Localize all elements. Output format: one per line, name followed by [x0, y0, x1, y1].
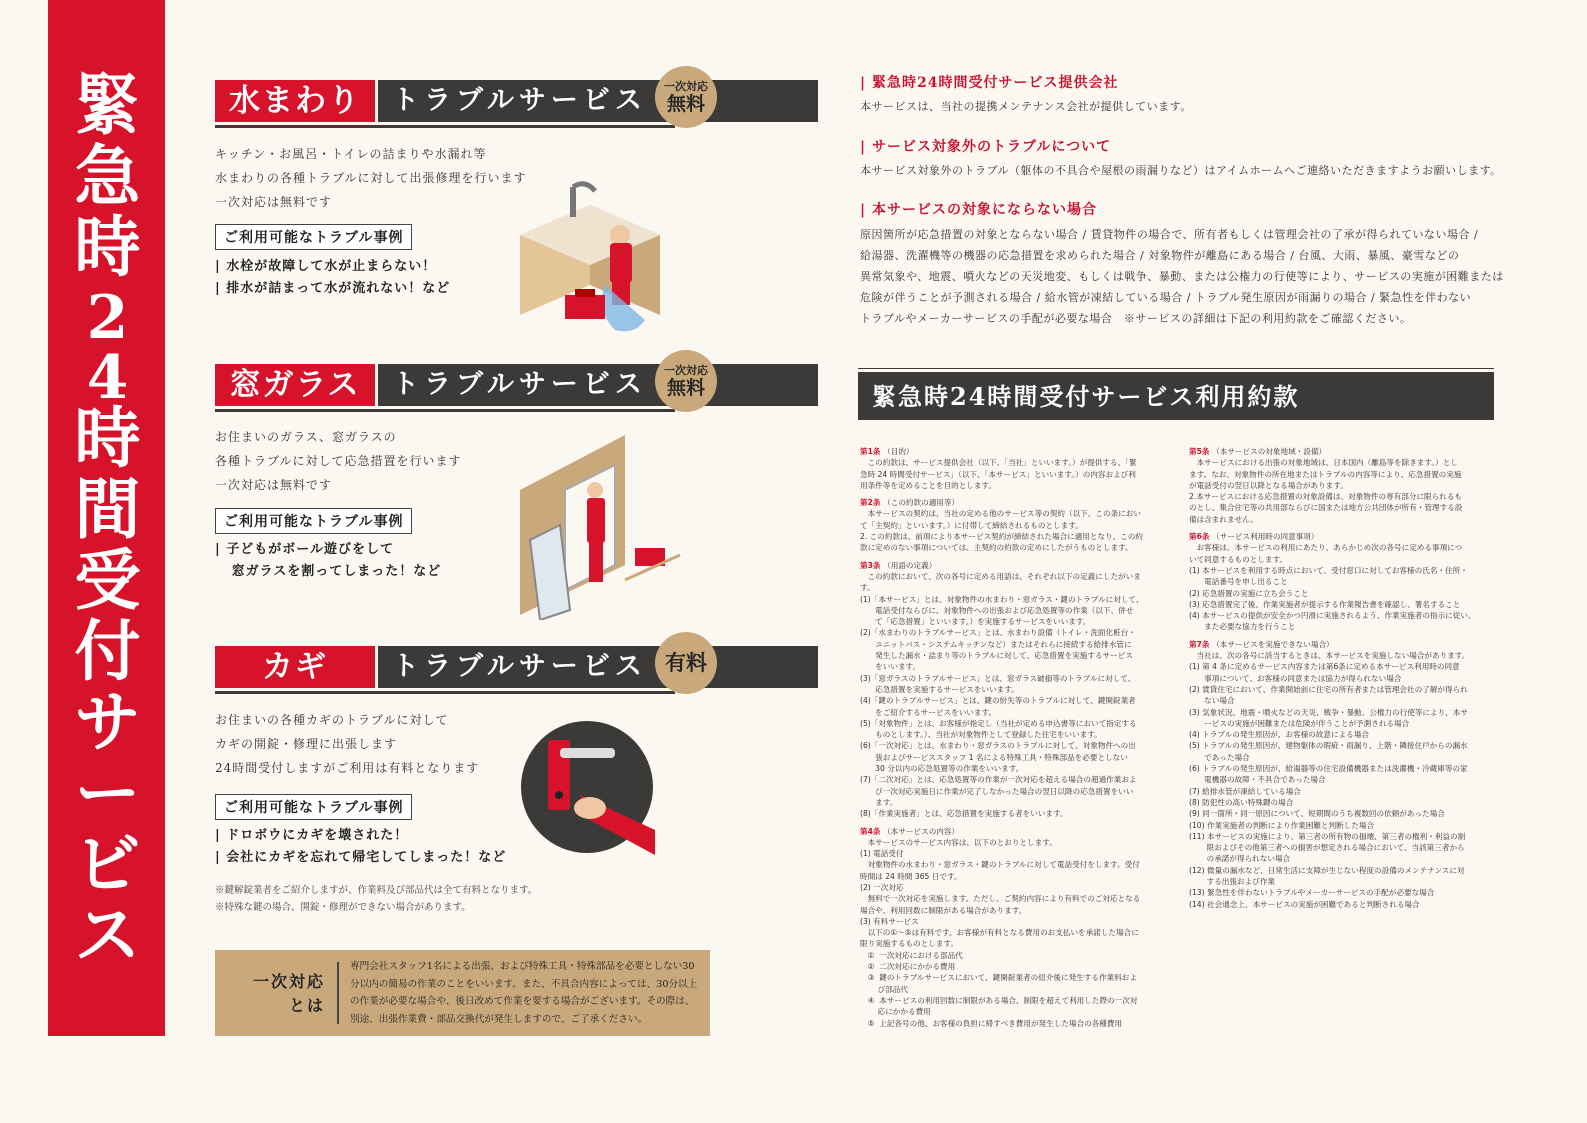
- window-case-list: | 子どもがボール遊びをして 窓ガラスを割ってしまった！など: [215, 542, 442, 579]
- banner-char: ス: [74, 896, 139, 974]
- article-title: （本サービスの対象地域・設備）: [1212, 447, 1327, 456]
- banner-char: 時: [74, 208, 139, 286]
- terms-line: 備は含まれません。: [1189, 514, 1258, 524]
- water-case-list: | 水栓が故障して水が止まらない！ | 排水が詰まって水が流れない！など: [215, 259, 451, 296]
- article-number: 第6条: [1189, 532, 1210, 542]
- terms-line: また必要な協力を行うこと: [1189, 622, 1296, 632]
- terms-title: 緊急時24時間受付サービス利用約款: [872, 382, 1300, 411]
- case-examples-label: ご利用可能なトラブル事例: [215, 508, 412, 534]
- terms-title-bar: [858, 372, 1494, 420]
- plumber-illustration: [515, 175, 665, 335]
- first-response-title: 一次対応 とは: [252, 972, 325, 1015]
- free-badge: 一次対応 無料: [655, 66, 717, 128]
- free-badge: 一次対応 無料: [655, 350, 717, 412]
- terms-line: (7) 給排水管が凍結している場合: [1189, 786, 1301, 796]
- terms-article-heading: [1189, 639, 1494, 650]
- banner-char: ー: [74, 754, 139, 832]
- terms-line: (2) 応急措置の実施に立ち会うこと: [1189, 588, 1309, 598]
- window-service-description: お住まいのガラス、窓ガラスの 各種トラブルに対して応急措置を行います 一次対応は無料です: [215, 430, 462, 492]
- terms-line: 発生した漏水・詰まり等のトラブルに対して、応急措置を実施するサービス: [860, 651, 1133, 661]
- banner-char: 時: [74, 399, 139, 477]
- case-examples-label: ご利用可能なトラブル事例: [215, 224, 412, 250]
- terms-line: (2)「水まわりのトラブルサービス」とは、水まわり設備（トイレ・洗面化粧台・: [860, 628, 1136, 638]
- terms-line: のとし、集合住宅等の共用部ならびに国または地方公共団体が所有・管理する設: [1189, 503, 1463, 513]
- terms-line: であった場合: [1189, 752, 1250, 762]
- terms-line: び部品代: [860, 984, 908, 994]
- terms-line: ユニットバス・システムキッチンなど）またはそれらに接続する給排水管に: [860, 639, 1132, 649]
- terms-line: ④ 本サービスの利用回数に制限がある場合、制限を超えて利用した際の一次対: [860, 995, 1138, 1005]
- banner-char: 急: [74, 137, 139, 215]
- article-number: 第5条: [1189, 447, 1210, 456]
- divider: [337, 962, 339, 1024]
- article-number: 第7条: [1189, 639, 1210, 649]
- excluded-trouble-text: 本サービス対象外のトラブル（躯体の不具合や屋根の雨漏りなど）はアイムホームへご連絡いただきますようお願いします。: [860, 164, 1502, 177]
- key-service-subtitle: トラブルサービス: [378, 646, 818, 688]
- terms-line: ものとします。）、当社が対象物件として登録した住宅をいいます。: [860, 730, 1102, 740]
- terms-line: この約款において、次の各号に定める用語は、それぞれ以下の定義にしたがいま: [860, 571, 1141, 581]
- terms-line: (3)「窓ガラスのトラブルサービス」とは、窓ガラス破損等のトラブルに対して、: [860, 673, 1136, 683]
- terms-line: (9) 同一箇所・同一原因について、短期間のうち複数回の依頼があった場合: [1189, 809, 1445, 819]
- terms-line: 本サービスの契約は、当社の定める他のサービス等の契約（以下、この条におい: [860, 509, 1141, 519]
- terms-line: 限およびその他第三者への損害が想定される場合において、当該第三者から: [1189, 843, 1465, 853]
- terms-line: ービスの実施が困難または危険が伴うことが予測される場合: [1189, 718, 1410, 728]
- banner-char: 4: [86, 343, 127, 413]
- terms-line: 2.本サービスにおける応急措置の対象設備は、対象物件の専有部分に限られるも: [1189, 492, 1463, 502]
- article-title: （本サービスを実施できない場合）: [1212, 639, 1334, 649]
- terms-line: す。: [860, 583, 875, 593]
- banner-char: 付: [74, 612, 139, 690]
- terms-line: 30 分以内の応急処置等の作業をいいます。: [860, 764, 1024, 774]
- first-response-box: [215, 950, 710, 1036]
- terms-line: 応急措置を実施するサービスをいいます。: [860, 684, 1019, 694]
- terms-article-heading: [860, 826, 1180, 837]
- terms-line: 無料で一次対応を実施します。ただし、ご契約内容により有料でのご対応となる: [860, 894, 1141, 904]
- article-title: （本サービスの内容）: [883, 826, 960, 836]
- terms-right-column: [1189, 440, 1494, 910]
- terms-article-heading: [1189, 531, 1494, 542]
- divider: [215, 125, 675, 128]
- banner-char: サ: [74, 683, 139, 761]
- terms-line: ます。なお、対象物件の所在地またはトラブルの内容等により、応急措置の実施: [1189, 469, 1462, 479]
- terms-article-heading: [1189, 446, 1494, 457]
- terms-article-heading: [860, 560, 1180, 571]
- terms-line: をご紹介するサービスをいいます。: [860, 707, 997, 717]
- article-title: （用語の定義）: [883, 560, 937, 570]
- terms-line: ③ 鍵のトラブルサービスにおいて、鍵開錠業者の紹介後に発生する作業料およ: [860, 973, 1137, 983]
- terms-line: ない場合: [1189, 696, 1235, 706]
- terms-line: (5) トラブルの発生原因が、建物躯体の瑕疵・雨漏り、上階・隣接住戸からの漏水: [1189, 741, 1468, 751]
- article-title: （サービス利用時の同意事項）: [1212, 532, 1319, 542]
- terms-line: (13) 緊急性を伴わないトラブルやメーカーサービスの手配が必要な場合: [1189, 888, 1435, 898]
- terms-article-heading: [860, 446, 1180, 457]
- window-service-subtitle: トラブルサービス: [378, 364, 818, 406]
- terms-line: 急時 24 時間受付サービス」（以下、「本サービス」といいます。）の内容および利: [860, 469, 1136, 479]
- terms-line: この約款は、サービス提供会社（以下、「当社」といいます。）が提供する、「緊: [860, 458, 1137, 468]
- terms-line: (4) 本サービスの提供が安全かつ円滑に実施されるよう、作業実施者の指示に従い、: [1189, 611, 1476, 621]
- provider-text: 本サービスは、当社の提携メンテナンス会社が提供しています。: [860, 100, 1192, 113]
- terms-line: (12) 微量の漏水など、日常生活に支障が生じない程度の設備のメンテナンスに対: [1189, 865, 1465, 875]
- provider-heading: | 緊急時24時間受付サービス提供会社: [860, 75, 1119, 91]
- terms-line: をいいます。: [860, 662, 921, 672]
- case-examples-label: ご利用可能なトラブル事例: [215, 794, 412, 820]
- vertical-title-banner: [48, 0, 165, 1036]
- terms-line: 以下の①～⑤は有料です。お客様が有料となる費用のお支払いを承諾した場合に: [860, 928, 1139, 938]
- terms-line: て「主契約」といいます。）に付帯して締結されるものとします。: [860, 520, 1083, 530]
- terms-line: 用条件等を定めることを目的とします。: [860, 480, 997, 490]
- terms-line: 電機器の故障・不具合であった場合: [1189, 775, 1326, 785]
- terms-line: (4)「鍵のトラブルサービス」とは、鍵の紛失等のトラブルに対して、鍵開錠業者: [860, 696, 1136, 706]
- terms-line: (10) 作業実施者の判断により作業困難と判断した場合: [1189, 820, 1375, 830]
- divider: [215, 691, 675, 694]
- terms-line: 時間は 24 時間 365 日です。: [860, 871, 962, 881]
- terms-line: (2) 賃貸住宅において、作業開始前に住宅の所有者または管理会社の了解が得られ: [1189, 684, 1468, 694]
- terms-line: ② 二次対応にかかる費用: [860, 962, 956, 972]
- terms-left-column: [860, 440, 1180, 1029]
- terms-line: て「応急措置」といいます。）を実施するサービスをいいます。: [860, 617, 1091, 627]
- terms-line: が電話受付の翌日以降となる場合があります。: [1189, 480, 1348, 490]
- terms-line: (1) 本サービスを利用する時点において、受付窓口に対してお客様の氏名・住所・: [1189, 565, 1468, 575]
- terms-line: 2. この約款は、前項により本サービス契約が締結された場合に適用となり、この約: [860, 532, 1144, 542]
- article-number: 第3条: [860, 560, 881, 570]
- terms-line: (5)「対象物件」とは、お客様が指定し（当社が定める申込書等において指定する: [860, 718, 1137, 728]
- water-service-header: [215, 80, 710, 128]
- terms-line: (2) 一次対応: [860, 882, 904, 892]
- terms-line: (1) 電話受付: [860, 849, 904, 859]
- window-service-header: [215, 364, 710, 412]
- terms-line: の承諾が得られない場合: [1189, 854, 1291, 864]
- terms-article-heading: [860, 497, 1180, 508]
- terms-line: 当社は、次の各号に該当するときは、本サービスを実施しない場合があります。: [1189, 651, 1470, 661]
- water-service-description: キッチン・お風呂・トイレの詰まりや水漏れ等 水まわりの各種トラブルに対して出張修理を行います 一次対応は無料です: [215, 147, 527, 209]
- terms-line: (8) 防犯性の高い特殊鍵の場合: [1189, 797, 1294, 807]
- terms-line: (3) 応急措置完了後、作業実施者が提示する作業報告書を確認し、署名すること: [1189, 599, 1461, 609]
- first-response-text: 専門会社スタッフ1名による出張、および特殊工具・特殊部品を必要としない30分以内の簡易の作業のことをいいます。また、不具合内容によっては、30分以上の作業が必要な場合や、後日改めて作業を要する場合がございます。その際は、別途、出張作業費・部品交換代が発生しますので、ご了承ください。: [350, 961, 698, 1025]
- terms-line: ⑤ 上記各号の他、お客様の負担に帰すべき費用が発生した場合の各種費用: [860, 1018, 1123, 1028]
- terms-line: (4) トラブルの発生原因が、お客様の故意による場合: [1189, 730, 1369, 740]
- article-title: （この約款の適用等）: [883, 498, 960, 508]
- banner-char: 緊: [74, 66, 139, 144]
- terms-line: 事項について、お客様の同意または協力が得られない場合: [1189, 673, 1402, 683]
- terms-line: 本サービスにおける出張の対象地域は、日本国内（離島等を除きます。）とし: [1189, 458, 1458, 468]
- key-service-description: お住まいの各種カギのトラブルに対して カギの開錠・修理に出張します 24時間受付しますがご利用は有料となります: [215, 713, 480, 775]
- key-service-title: カギ: [215, 646, 375, 688]
- terms-line: び一次対応実施日に作業が完了しなかった場合の翌日以降の応急措置をいい: [860, 786, 1134, 796]
- terms-line: する出張および作業: [1189, 876, 1275, 886]
- excluded-trouble-heading: | サービス対象外のトラブルについて: [860, 139, 1112, 155]
- key-case-list: | ドロボウにカギを壊された！ | 会社にカギを忘れて帰宅してしまった！など: [215, 828, 507, 865]
- water-service-title: 水まわり: [215, 80, 375, 122]
- terms-line: 款に定めのない事項については、主契約の約款の定めにしたがうものとします。: [860, 543, 1133, 553]
- window-service-title: 窓ガラス: [215, 364, 375, 406]
- key-service-header: [215, 646, 710, 694]
- terms-line: いて同意するものとします。: [1189, 554, 1288, 564]
- article-number: 第2条: [860, 498, 881, 508]
- terms-line: 場合や、利用回数に制限がある場合があります。: [860, 905, 1027, 915]
- banner-char: 受: [74, 541, 139, 619]
- water-service-subtitle: トラブルサービス: [378, 80, 818, 122]
- terms-line: 限り実施するものとします。: [860, 939, 959, 949]
- door-key-illustration: [520, 720, 655, 855]
- terms-line: 対象物件の水まわり・窓ガラス・鍵のトラブルに対して電話受付をします。受付: [860, 860, 1140, 870]
- banner-char: ビ: [74, 825, 139, 903]
- terms-line: 応にかかる費用: [860, 1007, 931, 1017]
- terms-line: 本サービスのサービス内容は、以下のとおりとします。: [860, 837, 1057, 847]
- terms-line: (3) 気象状況、地震・噴火などの天災、戦争・暴動、公権力の行使等により、本サ: [1189, 707, 1468, 717]
- article-number: 第4条: [860, 826, 881, 836]
- terms-line: お客様は、本サービスの利用にあたり、あらかじめ次の各号に定める事項につ: [1189, 543, 1463, 553]
- terms-line: ます。: [860, 797, 898, 807]
- terms-line: (14) 社会通念上、本サービスの実施が困難であると判断される場合: [1189, 899, 1420, 909]
- terms-line: 張およびサービススタッフ 1 名による特殊工具・特殊部品を必要としない: [860, 752, 1128, 762]
- banner-char: 間: [74, 470, 139, 548]
- terms-line: (3) 有料サービス: [860, 916, 919, 926]
- paid-badge: 有料: [655, 632, 717, 694]
- terms-line: (11) 本サービスの実施により、第三者の所有物の損壊、第三者の権利・利益の制: [1189, 831, 1466, 841]
- divider: [858, 368, 1494, 369]
- window-repair-illustration: [515, 430, 685, 620]
- terms-line: (8)「作業実施者」とは、応急措置を実施する者をいいます。: [860, 809, 1068, 819]
- banner-char: 2: [86, 283, 127, 353]
- article-number: 第1条: [860, 447, 881, 456]
- divider: [215, 409, 675, 412]
- terms-line: 電話受付ならびに、対象物件への出張および応急処置等の作業（以下、併せ: [860, 605, 1134, 615]
- terms-line: (6) トラブルの発生原因が、給湯器等の住宅設備機器または洗濯機・冷蔵庫等の家: [1189, 764, 1468, 774]
- article-title: （目的）: [883, 447, 914, 456]
- terms-line: ① 一次対応における部品代: [860, 950, 963, 960]
- terms-line: (1) 第 4 条に定めるサービス内容または第6条に定める本サービス利用時の同意: [1189, 662, 1460, 672]
- terms-line: (1)「本サービス」とは、対象物件の水まわり・窓ガラス・鍵のトラブルに対して、: [860, 594, 1144, 604]
- not-covered-heading: | 本サービスの対象にならない場合: [860, 202, 1097, 218]
- terms-line: (6)「一次対応」とは、水まわり・窓ガラスのトラブルに対して、対象物件への出: [860, 741, 1136, 751]
- terms-line: 電話番号を申し出ること: [1189, 577, 1288, 587]
- key-notes: ※鍵解錠業者をご紹介しますが、作業料及び部品代は全て有料となります。 ※特殊な鍵の場合、開錠・修理ができない場合があります。: [215, 885, 538, 913]
- not-covered-text: 原因箇所が応急措置の対象とならない場合 / 賃貸物件の場合で、所有者もしくは管理会社の了承が得られていない場合 / 給湯器、洗濯機等の機器の応急措置を求められた場合 / 対象物件が離島にある場合 / 台風、大雨、暴風、豪雪などの 異常気象や、地震、噴火などの天災地変、もしくは戦争、暴動、または公権力の行使等により、サービスの実施が困難または 危険が伴うことが予測される場合 / 給水管が凍結している場合 / トラブル発生原因が雨漏りの場合 / 緊急性を伴わない トラブルやメーカーサービスの手配が必要な場合 ※サービスの詳細は下記の利用約款をご確認ください。: [860, 228, 1504, 325]
- terms-line: (7)「二次対応」とは、応急処置等の作業が一次対応を超える場合の超過作業およ: [860, 775, 1137, 785]
